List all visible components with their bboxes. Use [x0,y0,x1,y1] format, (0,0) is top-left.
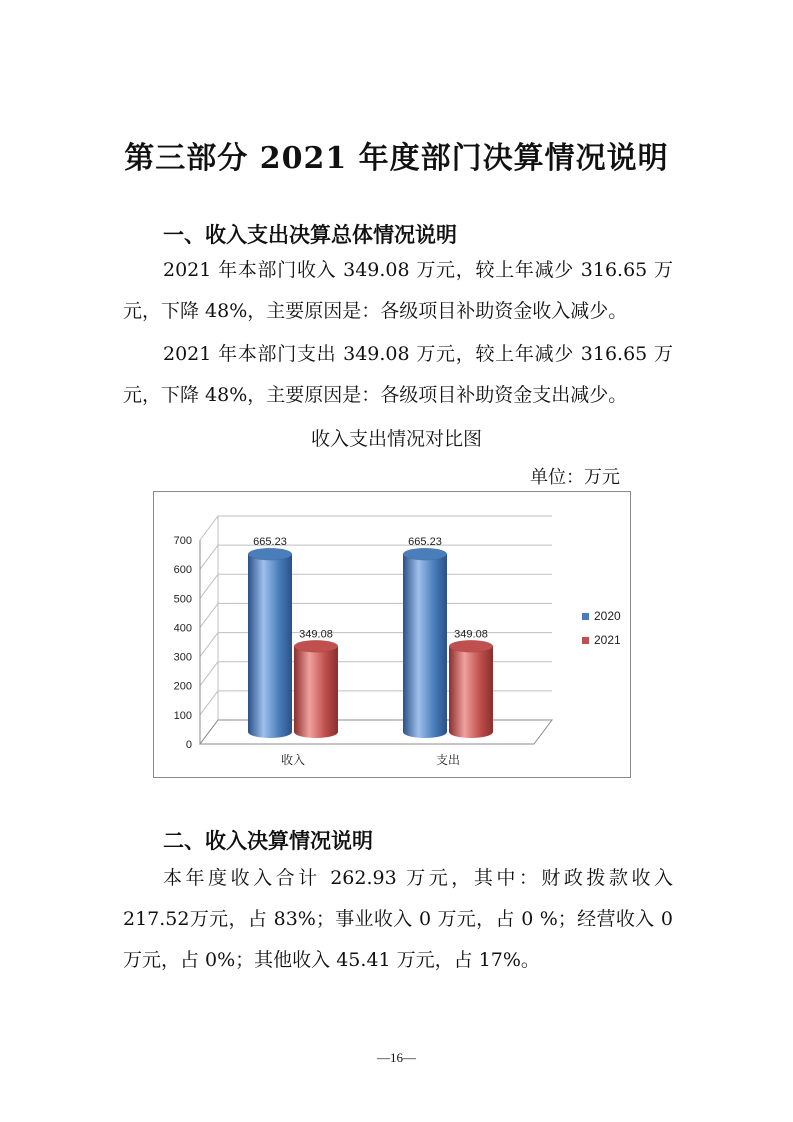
grid-line [200,603,218,627]
chart-title: 收入支出情况对比图 [310,428,482,450]
legend-label-2020: 2020 [594,609,621,623]
section-heading-2: 二、收入决算情况说明 [163,829,373,853]
data-label: 665.23 [408,536,442,549]
bar-2021-支出 [449,646,493,738]
y-tick-label: 400 [173,622,192,635]
paragraph-income: 2021 年本部门收入 349.08 万元，较上年减少 316.65 万元，下降 48%，主要原因是：各级项目补助资金收入减少。 [123,259,673,322]
chart-svg [154,492,632,779]
data-label: 349.08 [454,628,488,641]
chart-unit: 单位：万元 [530,467,620,488]
grid-line [200,516,218,540]
grid-line [200,662,218,686]
legend-label-2021: 2021 [594,633,621,647]
paragraph-income-detail: 本年度收入合计 262.93 万元，其中：财政拨款收入 217.52万元，占 83%；事业收入 0 万元，占 0 %；经营收入 0 万元，占 0%；其他收入 45.41 万元，占 17%。 [123,867,673,971]
bar-2020-支出 [403,554,447,738]
y-tick-label: 600 [173,564,192,577]
data-label: 349.08 [299,628,333,641]
grid-line [200,633,218,657]
y-tick-label: 300 [173,651,192,664]
y-tick-label: 100 [173,709,192,722]
x-tick-label: 支出 [435,753,461,767]
bar-top-2020-支出 [403,548,447,560]
y-tick-label: 200 [173,680,192,693]
bar-chart [153,491,631,778]
bar-top-2020-收入 [248,548,292,560]
bar-top-2021-收入 [294,640,338,652]
x-tick-label: 收入 [280,753,306,767]
paragraph-expense: 2021 年本部门支出 349.08 万元，较上年减少 316.65 万元，下降 48%，主要原因是：各级项目补助资金支出减少。 [123,343,673,406]
y-tick-label: 0 [185,739,192,751]
grid-line [200,574,218,598]
page-title: 第三部分 2021 年度部门决算情况说明 [124,141,669,176]
grid-line [200,691,218,715]
section-heading-1: 一、收入支出决算总体情况说明 [163,223,457,247]
data-label: 665.23 [253,536,287,549]
legend-swatch-2021 [582,637,589,644]
y-tick-label: 700 [173,535,192,547]
grid-line [200,545,218,569]
page-number: —16— [377,1050,416,1065]
y-tick-label: 500 [173,593,192,606]
bar-top-2021-支出 [449,640,493,652]
bar-2021-收入 [294,646,338,738]
legend-swatch-2020 [582,613,589,620]
bar-2020-收入 [248,554,292,738]
